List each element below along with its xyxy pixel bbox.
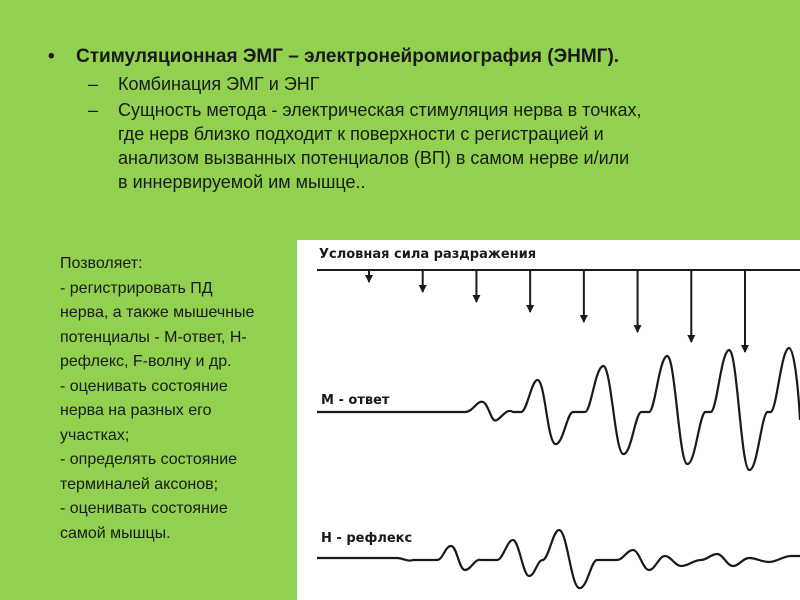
stimulus-arrows bbox=[365, 270, 749, 353]
sub-bullet-text: Комбинация ЭМГ и ЭНГ bbox=[118, 74, 320, 94]
stimulus-arrow bbox=[580, 270, 588, 323]
capabilities-line: - оценивать состояние bbox=[60, 500, 228, 517]
capabilities-line: - определять состояние bbox=[60, 451, 238, 468]
main-bullet bbox=[48, 44, 788, 70]
stimulus-arrow bbox=[687, 270, 695, 343]
sub-bullet-dash: – bbox=[88, 100, 99, 120]
capabilities-text bbox=[60, 252, 310, 546]
capabilities-line: - оценивать состояние bbox=[60, 377, 228, 395]
capabilities-line: терминалей аксонов; bbox=[60, 475, 219, 493]
capabilities-line: потенциалы - М-ответ, Н- bbox=[60, 328, 247, 346]
capabilities-line: участках; bbox=[60, 426, 130, 444]
bullet-dot: • bbox=[48, 46, 55, 67]
capabilities-line: - регистрировать ПД bbox=[60, 279, 213, 297]
m-response-trace bbox=[317, 348, 800, 470]
stimulus-arrow bbox=[741, 270, 749, 353]
sub-bullet-text: Сущность метода - электрическая стимуляция нерва в точках, где нерв близко подходит к поверхности с регистрацией и анализом вызванных потенциалов (ВП) в самом нерве и/или в иннервируемой им мышце.. bbox=[118, 100, 642, 192]
waveform-svg bbox=[297, 240, 800, 600]
capabilities-line: нерва на разных его bbox=[60, 402, 212, 419]
main-bullet-text: Стимуляционная ЭМГ – электронейромиография (ЭНМГ). bbox=[76, 46, 620, 67]
stimulus-arrow bbox=[634, 270, 642, 333]
capabilities-line: Позволяет: bbox=[60, 255, 143, 272]
stimulus-arrow bbox=[526, 270, 534, 313]
stimulus-arrow bbox=[472, 270, 480, 303]
sub-bullet-combination bbox=[88, 72, 788, 96]
h-reflex-label: Н - рефлекс bbox=[321, 531, 413, 546]
capabilities-line: самой мышцы. bbox=[60, 524, 171, 542]
bullet-list bbox=[48, 44, 788, 194]
emg-waveform-figure bbox=[297, 240, 800, 600]
capabilities-line: нерва, а также мышечные bbox=[60, 304, 255, 321]
stimulus-arrow bbox=[419, 270, 427, 293]
stimulus-arrow bbox=[365, 270, 373, 283]
sub-bullet-essence bbox=[88, 98, 788, 194]
stimulus-label: Условная сила раздражения bbox=[319, 247, 537, 262]
capabilities-line: рефлекс, F-волну и др. bbox=[60, 353, 232, 370]
sub-bullet-dash: – bbox=[88, 74, 99, 94]
m-response-label: М - ответ bbox=[321, 393, 390, 408]
